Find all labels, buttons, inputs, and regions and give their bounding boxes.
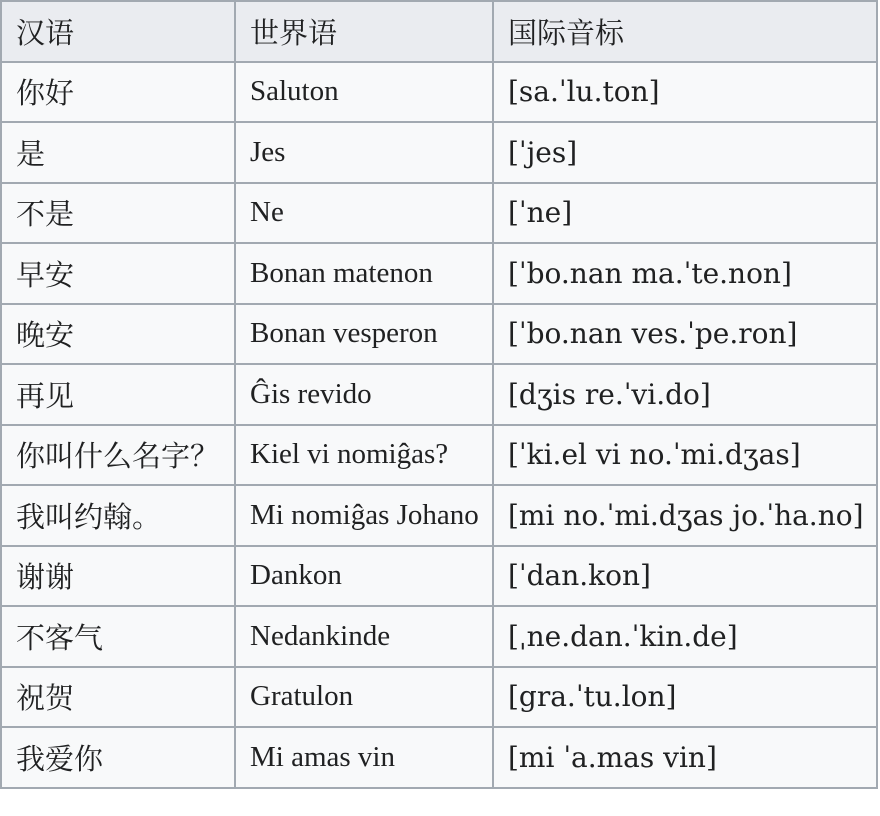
table-header bbox=[1, 1, 877, 62]
cell-esperanto: Ĝis revido bbox=[235, 364, 493, 425]
cell-ipa: [mi no.ˈmi.dʒas jo.ˈha.no] bbox=[493, 485, 877, 546]
cell-esperanto: Dankon bbox=[235, 546, 493, 607]
cell-chinese: 我爱你 bbox=[1, 727, 235, 788]
cell-chinese: 你叫什么名字？ bbox=[1, 425, 235, 486]
cell-esperanto: Mi nomiĝas Johano bbox=[235, 485, 493, 546]
header-chinese: 汉语 bbox=[1, 1, 235, 62]
cell-esperanto: Jes bbox=[235, 122, 493, 183]
table-row bbox=[1, 364, 877, 425]
cell-ipa: [ˈbo.nan ma.ˈte.non] bbox=[493, 243, 877, 304]
cell-chinese: 你好 bbox=[1, 62, 235, 123]
cell-esperanto: Ne bbox=[235, 183, 493, 244]
table-row bbox=[1, 606, 877, 667]
cell-ipa: [mi ˈa.mas vin] bbox=[493, 727, 877, 788]
table-row bbox=[1, 546, 877, 607]
header-ipa: 国际音标 bbox=[493, 1, 877, 62]
cell-chinese: 祝贺 bbox=[1, 667, 235, 728]
cell-esperanto: Bonan vesperon bbox=[235, 304, 493, 365]
header-row bbox=[1, 1, 877, 62]
cell-chinese: 是 bbox=[1, 122, 235, 183]
cell-ipa: [dʒis re.ˈvi.do] bbox=[493, 364, 877, 425]
cell-chinese: 再见 bbox=[1, 364, 235, 425]
cell-chinese: 晚安 bbox=[1, 304, 235, 365]
table-row bbox=[1, 62, 877, 123]
cell-esperanto: Bonan matenon bbox=[235, 243, 493, 304]
cell-ipa: [ˈdan.kon] bbox=[493, 546, 877, 607]
table-row bbox=[1, 727, 877, 788]
cell-esperanto: Saluton bbox=[235, 62, 493, 123]
table-row bbox=[1, 122, 877, 183]
cell-ipa: [gra.ˈtu.lon] bbox=[493, 667, 877, 728]
cell-ipa: [ˈki.el vi no.ˈmi.dʒas] bbox=[493, 425, 877, 486]
table-row bbox=[1, 183, 877, 244]
cell-esperanto: Gratulon bbox=[235, 667, 493, 728]
cell-chinese: 不客气 bbox=[1, 606, 235, 667]
cell-ipa: [sa.ˈlu.ton] bbox=[493, 62, 877, 123]
cell-esperanto: Kiel vi nomiĝas? bbox=[235, 425, 493, 486]
table-row bbox=[1, 485, 877, 546]
cell-ipa: [ˈbo.nan ves.ˈpe.ron] bbox=[493, 304, 877, 365]
cell-chinese: 早安 bbox=[1, 243, 235, 304]
table-row bbox=[1, 425, 877, 486]
cell-chinese: 我叫约翰。 bbox=[1, 485, 235, 546]
cell-ipa: [ˈjes] bbox=[493, 122, 877, 183]
cell-ipa: [ˈne] bbox=[493, 183, 877, 244]
table-row bbox=[1, 304, 877, 365]
cell-chinese: 谢谢 bbox=[1, 546, 235, 607]
table-body bbox=[1, 62, 877, 788]
header-esperanto: 世界语 bbox=[235, 1, 493, 62]
cell-ipa: [ˌne.dan.ˈkin.de] bbox=[493, 606, 877, 667]
cell-esperanto: Nedankinde bbox=[235, 606, 493, 667]
table-row bbox=[1, 667, 877, 728]
cell-chinese: 不是 bbox=[1, 183, 235, 244]
table-row bbox=[1, 243, 877, 304]
cell-esperanto: Mi amas vin bbox=[235, 727, 493, 788]
